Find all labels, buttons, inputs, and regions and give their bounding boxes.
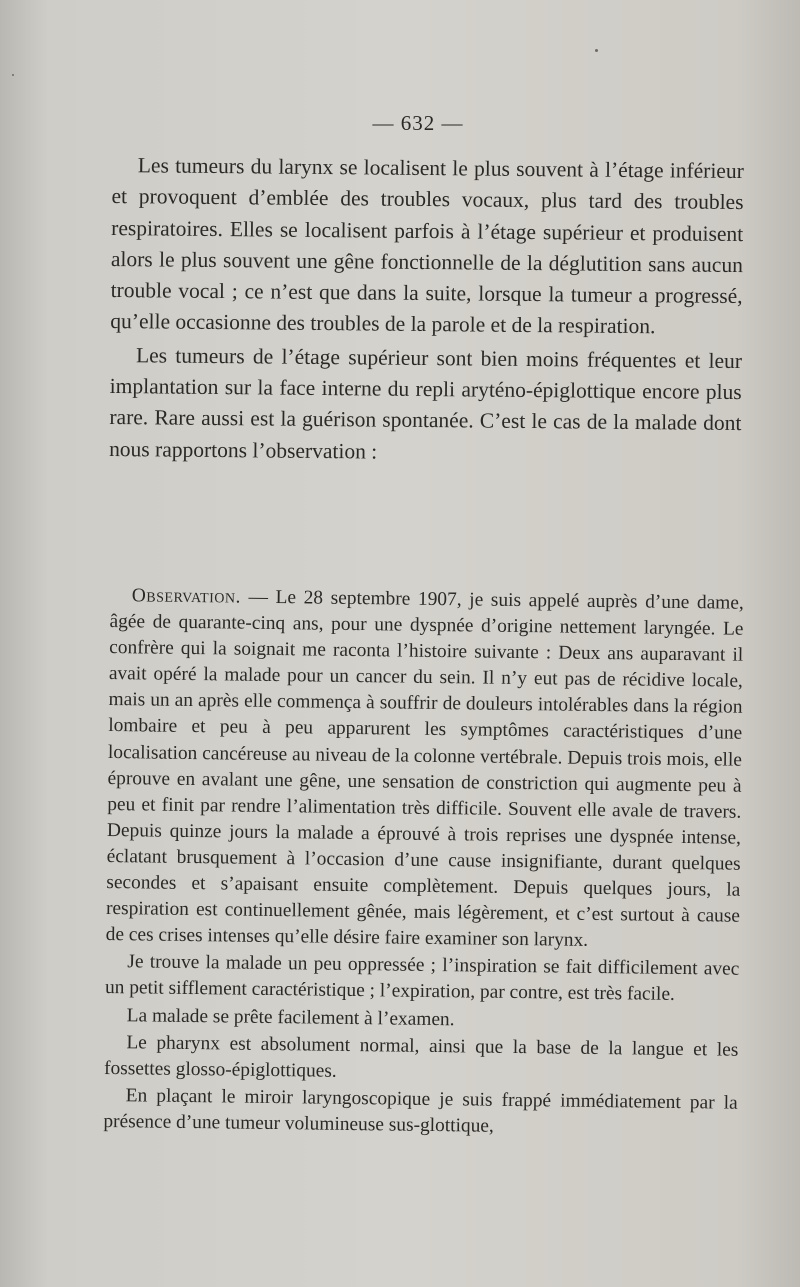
observation-text: — Le 28 septembre 1907, je suis appelé auprès d’une dame, âgée de quarante-cinq ans, pour une dyspnée d’origine nettement laryngée. Le confrère qui la soignait me raconta l’histoire suivante : Deux ans auparavant il avait opéré la malade pour un cancer du sein. Il n’y eut pas de récidive locale, mais un an après elle commença à souffrir de douleurs intolérables dans la région lombaire et peu à peu apparurent les symptômes caractéristiques d’une localisation cancéreuse au niveau de la colonne vertébrale. Depuis trois mois, elle éprouve en avalant une gêne, une sensation de constriction qui augmente peu à peu et finit par rendre l’alimentation très difficile. Souvent elle avale de travers. Depuis quinze jours la malade a éprouvé à trois reprises une dyspnée intense, éclatant brusquement à l’occasion d’une cause insignifiante, durant quelques secondes et s’apaisant ensuite complètement. Depuis quelques jours, la respiration est continuellement gênée, mais légèrement, et c’est surtout à cause de ces crises intenses qu’elle désire faire examiner son larynx. — [105, 586, 744, 952]
observation-paragraph — [106, 583, 744, 956]
observation-section — [103, 583, 744, 1143]
observation-heading: Observation. — [131, 585, 242, 608]
intro-section — [109, 150, 744, 471]
intro-paragraph: Les tumeurs de l’étage supérieur sont bien moins fréquentes et leur implantation sur la face interne du repli aryténo-épiglottique encore plus rare. Rare aussi est la guérison spontanée. C’est le cas de la malade dont nous rapportons l’observation : — [109, 343, 743, 464]
observation-paragraph: La malade se prête facilement à l’examen. — [126, 1004, 455, 1030]
observation-paragraph: Le pharynx est absolument normal, ainsi que la base de la langue et les fossettes glosso-épiglottiques. — [103, 1031, 739, 1082]
page-number: — 632 — — [372, 111, 464, 135]
paper-speck — [595, 49, 598, 52]
observation-paragraph: En plaçant le miroir laryngoscopique je suis frappé immédiatement par la présence d’une tumeur volumineuse sus-glottique, — [103, 1085, 738, 1137]
observation-paragraph: Je trouve la malade un peu oppressée ; l’inspiration se fait difficilement avec un petit sifflement caractéristique ; l’expiration, par contre, est très facile. — [104, 951, 740, 1006]
intro-paragraph: Les tumeurs du larynx se localisent le plus souvent à l’étage inférieur et provoquent d’emblée des troubles vocaux, plus tard des troubles respiratoires. Elles se localisent parfois à l’étage supérieur et produisent alors le plus souvent une gêne fonctionnelle de la déglutition sans aucun trouble vocal ; ce n’est que dans la suite, lorsque la tumeur a progressé, qu’elle occasionne des troubles de la parole et de la respiration. — [110, 153, 744, 339]
paper-speck — [12, 74, 14, 76]
